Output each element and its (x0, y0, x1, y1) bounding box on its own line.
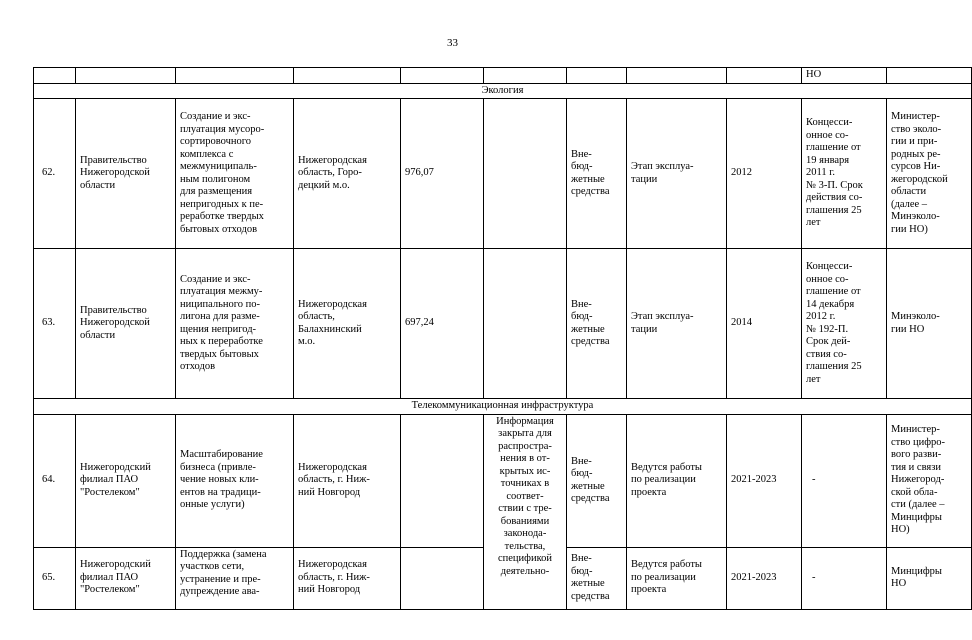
row-initiator: Нижегородский филиал ПАО "Ростелеком" (76, 547, 176, 609)
section-title-ecology: Экология (34, 83, 972, 99)
row-project: Поддержка (замена участков сети, устранение и пре- дупреждение ава- (176, 547, 294, 609)
section-row-telecom (34, 399, 972, 415)
row-agreement: Концесси- онное со- глашение от 14 декабря 2012 г. № 192-П. Срок дей- ствия со- глашения 25 лет (802, 249, 887, 399)
row-location: Нижегородская область, г. Ниж- ний Новгород (294, 414, 401, 547)
row-amount (401, 414, 484, 547)
row-year: 2021-2023 (727, 547, 802, 609)
row-location: Нижегородская область, Балахнинский м.о. (294, 249, 401, 399)
row-project: Масштабирование бизнеса (привле- чение новых кли- ентов на традици- онные услуги) (176, 414, 294, 547)
row-location: Нижегородская область, Горо- децкий м.о. (294, 99, 401, 249)
row-number: 63. (34, 249, 76, 399)
row-stage: Ведутся работы по реализации проекта (627, 414, 727, 547)
row-funding: Вне- бюд- жетные средства (567, 249, 627, 399)
row-ministry: Минэколо- гии НО (887, 249, 972, 399)
row-stage: Этап эксплуа- тации (627, 99, 727, 249)
row-agreement: - (802, 547, 887, 609)
carryover-row (34, 68, 972, 84)
row-number: 62. (34, 99, 76, 249)
row-info (484, 249, 567, 399)
row-initiator: Правительство Нижегородской области (76, 249, 176, 399)
row-funding: Вне- бюд- жетные средства (567, 414, 627, 547)
row-info (484, 99, 567, 249)
row-info-merged: Информация закрыта для распростра- нения в от- крытых ис- точниках в соответ- ствии с тре- бованиями законода- тельства, спецификой деятельно- (484, 414, 567, 609)
row-amount: 697,24 (401, 249, 484, 399)
row-stage: Этап эксплуа- тации (627, 249, 727, 399)
row-funding: Вне- бюд- жетные средства (567, 547, 627, 609)
table-row (34, 99, 972, 249)
row-amount: 976,07 (401, 99, 484, 249)
row-initiator: Нижегородский филиал ПАО "Ростелеком" (76, 414, 176, 547)
section-row-ecology (34, 83, 972, 99)
investment-projects-table (33, 67, 972, 610)
page-number: 33 (447, 37, 458, 49)
row-amount (401, 547, 484, 609)
row-location: Нижегородская область, г. Ниж- ний Новгород (294, 547, 401, 609)
row-ministry: Министер- ство эколо- гии и при- родных ре- сурсов Ни- жегородской области (далее – Минэколо- гии НО) (887, 99, 972, 249)
carryover-deadline-tail: НО (806, 69, 822, 80)
row-ministry: Минцифры НО (887, 547, 972, 609)
table-row (34, 414, 972, 547)
row-agreement: - (802, 414, 887, 547)
row-year: 2021-2023 (727, 414, 802, 547)
row-stage: Ведутся работы по реализации проекта (627, 547, 727, 609)
row-agreement: Концесси- онное со- глашение от 19 января 2011 г. № 3-П. Срок действия со- глашения 25 лет (802, 99, 887, 249)
row-ministry: Министер- ство цифро- вого разви- тия и связи Нижегород- ской обла- сти (далее – Минцифры НО) (887, 414, 972, 547)
row-project: Создание и экс- плуатация межму- ниципального по- лигона для разме- щения непригод- ных к переработке твердых бытовых отходов (176, 249, 294, 399)
row-funding: Вне- бюд- жетные средства (567, 99, 627, 249)
row-year: 2012 (727, 99, 802, 249)
row-number: 64. (34, 414, 76, 547)
table-row (34, 249, 972, 399)
row-year: 2014 (727, 249, 802, 399)
row-number: 65. (34, 547, 76, 609)
row-initiator: Правительство Нижегородской области (76, 99, 176, 249)
section-title-telecom: Телекоммуникационная инфраструктура (34, 399, 972, 415)
row-project: Создание и экс- плуатация мусоро- сортировочного комплекса с межмуниципаль- ным полигоном для размещения непригодных к пе- реработке твердых бытовых отходов (176, 99, 294, 249)
